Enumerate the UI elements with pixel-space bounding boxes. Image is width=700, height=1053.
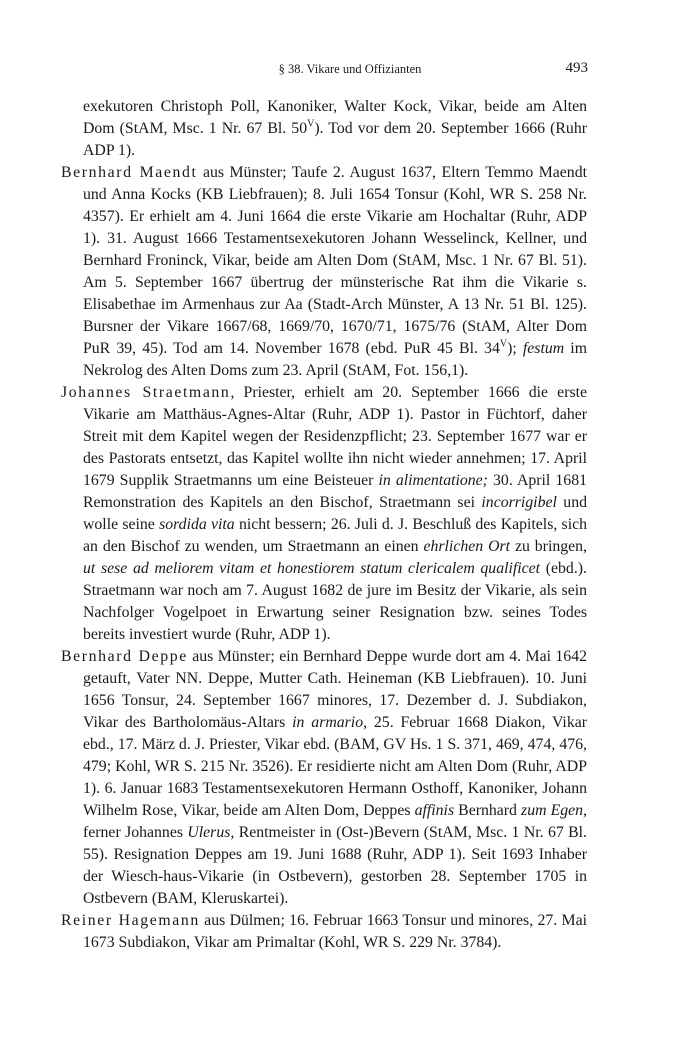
person-name: Johannes Straetmann bbox=[61, 384, 231, 401]
entry-text: zu bringen, bbox=[510, 538, 587, 555]
entry-text: Rentmeister in (Ost-)Bevern (StAM, Msc. 1 Nr. 67 Bl. 55). Resignation Deppes am 19. Juni 1688 (Ruhr, ADP 1). Seit 1693 Inhaber der Wiesch-haus-Vikarie (in Ostbevern), gestorben 28. September 1705 in Ostbevern (BAM, Kleruskartei). bbox=[83, 824, 588, 907]
entry-text: 25. Februar 1668 Diakon, Vikar ebd., 17. März d. J. Priester, Vikar ebd. (BAM, GV Hs. 1 S. 371, 469, 474, 476, 479; Kohl, WR S. 215 Nr. 3526). Er residierte nicht am Alten Dom (Ruhr, ADP 1). 6. Januar 1683 Testamentsexekutoren Hermann Osthoff, Kanoniker, Johann Wilhelm Rose, Vikar, beide am Alten Dom, Deppes bbox=[83, 714, 587, 819]
entry-text: im Nekrolog des Alten Doms zum 23. April (StAM, Fot. 156,1). bbox=[83, 340, 587, 379]
entry-text: (ebd.). Straetmann war noch am 7. August 1682 de jure im Besitz der Vikarie, als sein Nachfolger Vogelpoet in Erwartung seiner Resignation bzw. seines Todes bereits investiert wurde (Ruhr, ADP 1). bbox=[83, 560, 587, 643]
entry-text: 30. April 1681 Remonstration des Kapitels an den Bischof, Straetmann sei bbox=[83, 472, 587, 511]
latin-phrase: incorrigibel bbox=[481, 494, 557, 511]
latin-phrase: ut sese ad meliorem vitam et honestiorem statum clericalem qualificet bbox=[83, 560, 541, 577]
prosopography-entry bbox=[61, 162, 587, 382]
entry-text: ferner Johannes bbox=[83, 824, 188, 841]
entry-text: ). Tod vor dem 20. September 1666 (Ruhr ADP 1). bbox=[83, 120, 587, 159]
superscript-text: V bbox=[499, 338, 508, 350]
running-head bbox=[0, 60, 700, 82]
document-body bbox=[61, 96, 587, 954]
latin-phrase: sordida vita bbox=[159, 516, 235, 533]
entry-text: nicht bessern; 26. Juli d. J. Beschluß des Kapitels, sich an den Bischof zu wenden, um Straetmann an einen bbox=[83, 516, 587, 555]
latin-phrase: in armario, bbox=[292, 714, 368, 731]
latin-phrase: affinis bbox=[414, 802, 455, 819]
latin-phrase: in alimentatione; bbox=[378, 472, 488, 489]
prosopography-entry bbox=[61, 96, 587, 162]
entry-text: aus Münster; Taufe 2. August 1637, Eltern Temmo Maendt und Anna Kocks (KB Liebfrauen); 8. Juli 1654 Tonsur (Kohl, WR S. 258 Nr. 4357). Er erhielt am 4. Juni 1664 die erste Vikarie am Hochaltar (Ruhr, ADP 1). 31. August 1666 Testamentsexekutoren Johann Wesselinck, Kellner, und Bernhard Froninck, Vikar, beide am Alten Dom (StAM, Msc. 1 Nr. 67 Bl. 51). Am 5. September 1667 übertrug der münsterische Rat ihm die Vikarie s. Elisabethae im Armenhaus zur Aa (Stadt-Arch Münster, A 13 Nr. 51 Bl. 125). Bursner der Vikare 1667/68, 1669/70, 1670/71, 1675/76 (StAM, Alter Dom PuR 39, 45). Tod am 14. November 1678 (ebd. PuR 45 Bl. 34 bbox=[83, 164, 587, 357]
entry-text: , Priester, erhielt am 20. September 1666 die erste Vikarie am Matthäus-Agnes-Altar (Ruhr, ADP 1). Pastor in Füchtorf, daher Streit mit dem Kapitel wegen der Residenzpflicht; 23. September 1677 war er des Pastorats entsetzt, das Kapitel wollte ihn nicht wieder annehmen; 17. April 1679 Supplik Straetmanns um eine Beisteuer bbox=[83, 384, 588, 489]
prosopography-entry bbox=[61, 910, 587, 954]
person-name: Reiner Hagemann bbox=[61, 912, 200, 929]
latin-phrase: zum Egen, bbox=[521, 802, 587, 819]
entry-text: aus Münster; ein Bernhard Deppe wurde dort am 4. Mai 1642 getauft, Vater NN. Deppe, Mutter Cath. Heineman (KB Liebfrauen). 10. Juni 1656 Tonsur, 24. September 1667 minores, 17. Dezember d. J. Subdiakon, Vikar des Bartholomäus-Altars bbox=[83, 648, 587, 731]
prosopography-entry bbox=[61, 646, 587, 910]
person-name: Bernhard Deppe bbox=[61, 648, 188, 665]
latin-phrase: ehrlichen Ort bbox=[423, 538, 511, 555]
superscript-text: V bbox=[307, 118, 315, 130]
section-title: § 38. Vikare und Offizianten bbox=[278, 62, 422, 76]
prosopography-entry bbox=[61, 382, 587, 646]
entry-text: exekutoren Christoph Poll, Kanoniker, Walter Kock, Vikar, beide am Alten Dom (StAM, Msc. 1 Nr. 67 Bl. 50 bbox=[83, 98, 587, 137]
person-name: Bernhard Maendt bbox=[61, 164, 198, 181]
entry-text: Bernhard bbox=[454, 802, 522, 819]
entry-text: und wolle seine bbox=[83, 494, 587, 533]
entry-text: aus Dülmen; 16. Februar 1663 Tonsur und minores, 27. Mai 1673 Subdiakon, Vikar am Primaltar (Kohl, WR S. 229 Nr. 3784). bbox=[83, 912, 587, 951]
page-number: 493 bbox=[565, 60, 588, 76]
latin-phrase: festum bbox=[522, 340, 565, 357]
entry-text: ); bbox=[507, 340, 523, 357]
latin-phrase: Ulerus, bbox=[187, 824, 235, 841]
